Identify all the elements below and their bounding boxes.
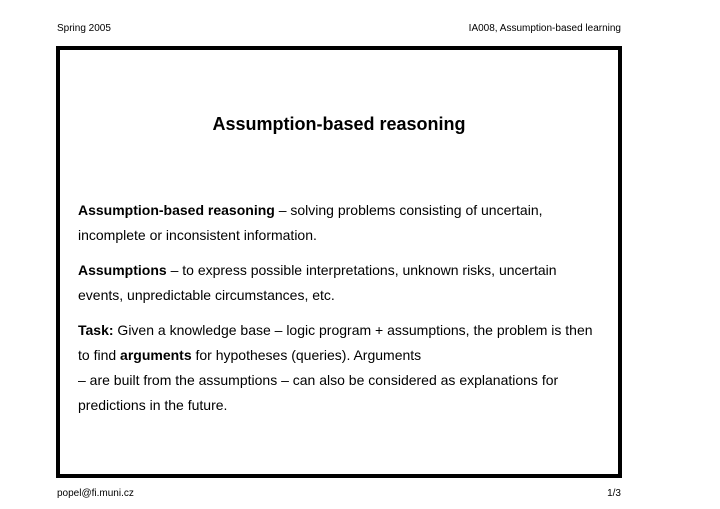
slide-body (78, 198, 598, 428)
task-text-a: Given a knowledge base – logic program + assumptions, the problem is then to find (78, 322, 593, 363)
term-assumption-based-reasoning: Assumption-based reasoning (78, 202, 275, 218)
paragraph-assumptions (78, 258, 598, 308)
footer-page-number: 1/3 (607, 488, 621, 499)
footer-email: popel@fi.muni.cz (57, 488, 134, 499)
header-course-term: Spring 2005 (57, 23, 111, 34)
slide-title: Assumption-based reasoning (212, 114, 466, 134)
assumptions-text: – to express possible interpretations, unknown risks, uncertain events, unpredictable circumstances, etc. (78, 262, 557, 303)
task-text-line2: – are built from the assumptions – can also be considered as explanations for predictions in the future. (78, 372, 559, 413)
paragraph-task (78, 318, 598, 418)
header-course-title: IA008, Assumption-based learning (468, 23, 621, 34)
definition-text: – solving problems consisting of uncertain, incomplete or inconsistent information. (78, 202, 543, 243)
term-arguments: arguments (120, 347, 192, 363)
term-task: Task: (78, 322, 114, 338)
task-text-b: for hypotheses (queries). Arguments (191, 347, 422, 363)
paragraph-definition (78, 198, 598, 248)
slide-frame (56, 46, 622, 478)
term-assumptions: Assumptions (78, 262, 167, 278)
